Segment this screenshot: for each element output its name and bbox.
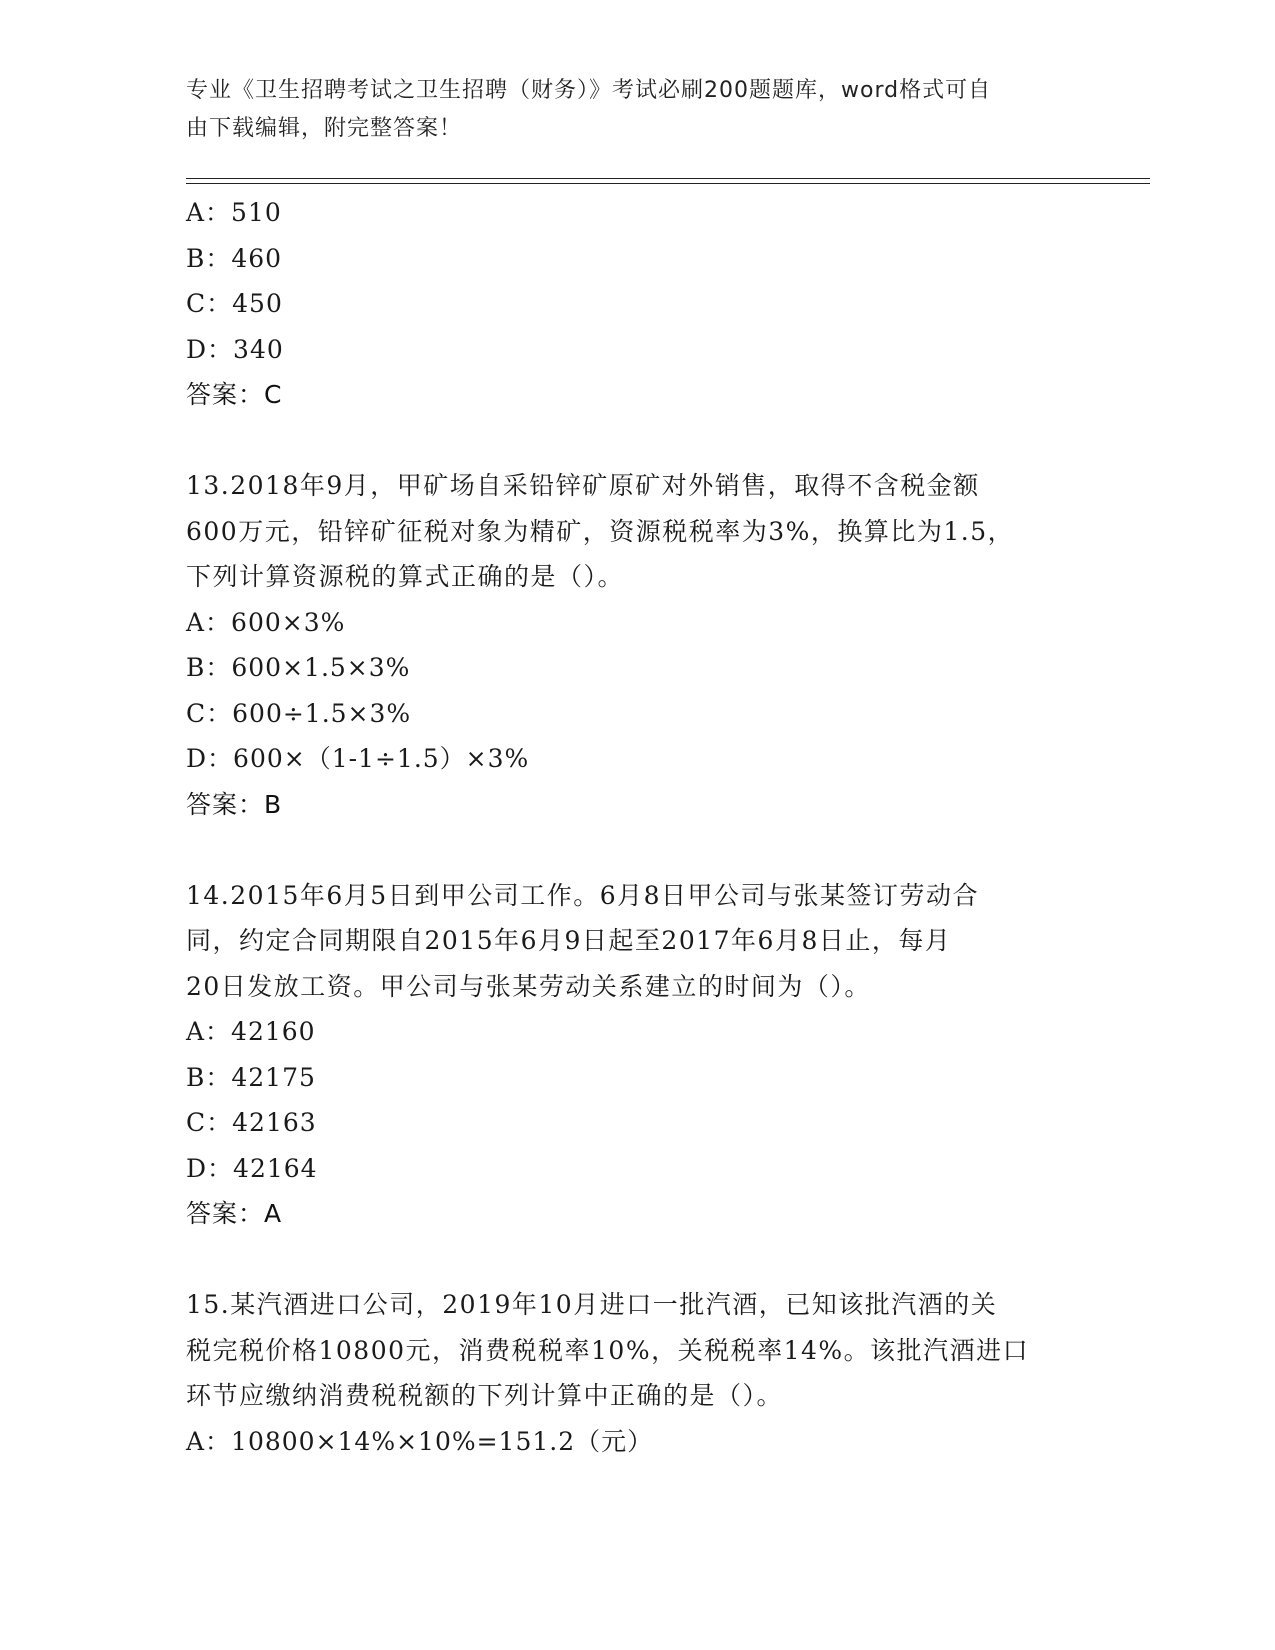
question-list	[186, 190, 1086, 1464]
option-b: B：42175	[186, 1062, 316, 1092]
option-c: C：600÷1.5×3%	[186, 698, 412, 728]
answer-line: 答案：A	[186, 1199, 283, 1228]
option-a: A：42160	[186, 1017, 316, 1046]
answer-line: 答案：C	[186, 380, 283, 409]
question-14	[186, 873, 1086, 1237]
question-stem-line: 同，约定合同期限自2015年6月9日起至2017年6月8日止，每月	[186, 926, 952, 955]
answer-line: 答案：B	[186, 789, 283, 819]
option-a: A：600×3%	[186, 607, 346, 637]
question-13	[186, 463, 1086, 827]
spacer	[186, 418, 1086, 464]
header-line-2: 由下载编辑，附完整答案！	[186, 116, 463, 141]
header-divider-bottom	[186, 183, 1150, 184]
header-divider-top	[186, 178, 1150, 179]
question-15	[186, 1282, 1086, 1464]
option-d: D：42164	[186, 1153, 318, 1183]
option-d: D：340	[186, 334, 284, 364]
spacer	[186, 1237, 1086, 1283]
question-stem-line: 15.某汽酒进口公司，2019年10月进口一批汽酒，已知该批汽酒的关	[186, 1290, 998, 1319]
question-stem-line: 环节应缴纳消费税税额的下列计算中正确的是（）。	[186, 1381, 784, 1410]
question-stem-line: 税完税价格10800元，消费税税率10%，关税税率14%。该批汽酒进口	[186, 1335, 1030, 1365]
question-stem-line: 600万元，铅锌矿征税对象为精矿，资源税税率为3%，换算比为1.5，	[186, 516, 1015, 546]
option-b: B：600×1.5×3%	[186, 653, 411, 682]
spacer	[186, 827, 1086, 873]
option-a: A：10800×14%×10%=151.2（元）	[186, 1426, 654, 1456]
question-stem-line: 下列计算资源税的算式正确的是（）。	[186, 562, 625, 591]
option-c: C：42163	[186, 1108, 317, 1137]
question-stem-line: 14.2015年6月5日到甲公司工作。6月8日甲公司与张某签订劳动合	[186, 880, 980, 910]
header-line-1: 专业《卫生招聘考试之卫生招聘（财务）》考试必刷200题题库，word格式可自	[186, 78, 992, 103]
question-stem-line: 13.2018年9月，甲矿场自采铅锌矿原矿对外销售，取得不含税金额	[186, 471, 980, 500]
document-header	[186, 72, 1066, 148]
question-12-tail	[186, 190, 1086, 418]
question-stem-line: 20日发放工资。甲公司与张某劳动关系建立的时间为（）。	[186, 971, 871, 1001]
option-c: C：450	[186, 289, 283, 318]
option-a: A：510	[186, 198, 282, 227]
option-b: B：460	[186, 243, 283, 273]
option-d: D：600×（1-1÷1.5）×3%	[186, 744, 530, 773]
